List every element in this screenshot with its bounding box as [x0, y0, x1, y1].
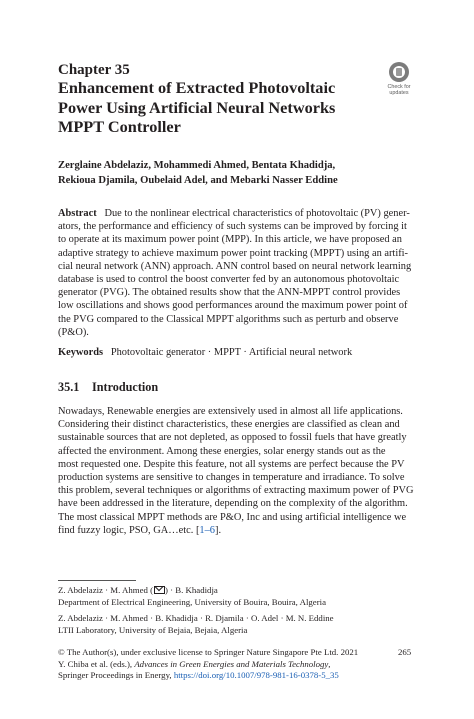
check-for-updates-label: Check for updates [387, 84, 411, 97]
abstract-line: the PVG compared to the Classical MPPT algorithms such as perturb and observe [58, 313, 399, 325]
chapter-label: Chapter 35 [58, 62, 130, 78]
section-number: 35.1 [58, 380, 80, 394]
check-for-updates-icon [389, 62, 409, 82]
intro-line: The most classical MPPT methods are P&O, Inc and using artificial intelligence we [58, 511, 407, 523]
envelope-icon[interactable] [154, 586, 165, 594]
affiliation-names: Z. Abdelaziz · M. Ahmed · B. Khadidja · R. Djamila · O. Adel · M. N. Eddine [58, 613, 334, 623]
abstract [58, 207, 420, 339]
intro-line: Nowadays, Renewable energies are extensively used in almost all life applications. [58, 406, 403, 417]
editors-line: Y. Chiba et al. (eds.), Advances in Green Energies and Materials Technology, [58, 658, 331, 669]
abstract-line: low oscillations and shows good performances around the maximum power point of [58, 300, 408, 312]
author-list [58, 159, 418, 188]
intro-line: affected the environment. Among these energies, solar energy stands out as the [58, 445, 386, 457]
chapter-title-line: MPPT Controller [58, 117, 181, 136]
keywords-label: Keywords [58, 347, 104, 358]
section-heading [58, 380, 158, 395]
intro-line: production systems are sensitive to changes in temperature and irradiance. To solve [58, 472, 405, 484]
doi-link[interactable]: https://doi.org/10.1007/978-981-16-0378-5_35 [173, 670, 339, 681]
affiliation-dept: Department of Electrical Engineering, University of Bouira, Bouira, Algeria [58, 597, 326, 607]
affiliation-dept: LTII Laboratory, University of Bejaia, Bejaia, Algeria [58, 625, 248, 635]
copyright-line: © The Author(s), under exclusive license to Springer Nature Singapore Pte Ltd. 2021 [58, 647, 359, 657]
intro-line: sustainable sources that are not depleted, as opposed to fossil fuels that have greatly [58, 432, 407, 444]
abstract-line: generator (PVG). The obtained results show that the ANN-MPPT control provides [58, 287, 401, 299]
intro-line: find fuzzy logic, PSO, GA…etc. [1–6]. [58, 524, 222, 536]
intro-paragraph [58, 405, 420, 537]
page-number: 265 [398, 647, 412, 657]
abstract-line: to operate at its maximum power point (MPP). In this article, we have proposed an [58, 234, 402, 246]
intro-line: Considering their distinct characteristics, these energies are classified as clean and [58, 419, 400, 431]
intro-line: most requested one. Despite this feature, not all systems are perfect because the PV [58, 458, 405, 470]
abstract-label: Abstract [58, 208, 97, 219]
keywords [58, 346, 352, 359]
chapter-title [58, 78, 378, 137]
footnote-divider [58, 580, 136, 581]
author-line: Zerglaine Abdelaziz, Mohammedi Ahmed, Bentata Khadidja, [58, 160, 336, 171]
abstract-line: Due to the nonlinear electrical characteristics of photovoltaic (PV) gener- [104, 208, 410, 219]
affiliation-names: Z. Abdelaziz · M. Ahmed ( ) · B. Khadidja [58, 585, 218, 595]
abstract-line: ators, the performance and efficiency of such systems can be improved by forcing it [58, 221, 407, 233]
series-line: Springer Proceedings in Energy, https://doi.org/10.1007/978-981-16-0378-5_35 [58, 670, 339, 681]
abstract-line: (P&O). [58, 326, 89, 338]
intro-line: have been addressed in the literature, depending on the complexity of the algorithm. [58, 498, 408, 510]
author-line: Rekioua Djamila, Oubelaid Adel, and Mebarki Nasser Eddine [58, 174, 338, 186]
publication-footer [58, 647, 418, 682]
abstract-line: adaptive strategy to achieve maximum power point tracking (MPPT) using an artifi- [58, 247, 409, 259]
check-for-updates-badge[interactable] [381, 62, 417, 106]
keywords-text: Photovoltaic generator · MPPT · Artificial neural network [110, 347, 353, 358]
chapter-title-line: Power Using Artificial Neural Networks [58, 97, 336, 117]
intro-line: this problem, several techniques or algorithms of extracting maximum power of PVG [58, 485, 414, 497]
abstract-line: cial neural network (ANN) approach. ANN control based on neural network learning [58, 260, 412, 272]
abstract-line: database is used to control the boost converter fed by an autonomous photovoltaic [58, 274, 400, 286]
chapter-title-line: Enhancement of Extracted Photovoltaic [58, 78, 336, 97]
citation-link[interactable]: 1–6 [199, 524, 215, 536]
book-title: Advances in Green Energies and Materials Technology [134, 658, 329, 669]
section-title: Introduction [92, 380, 159, 394]
